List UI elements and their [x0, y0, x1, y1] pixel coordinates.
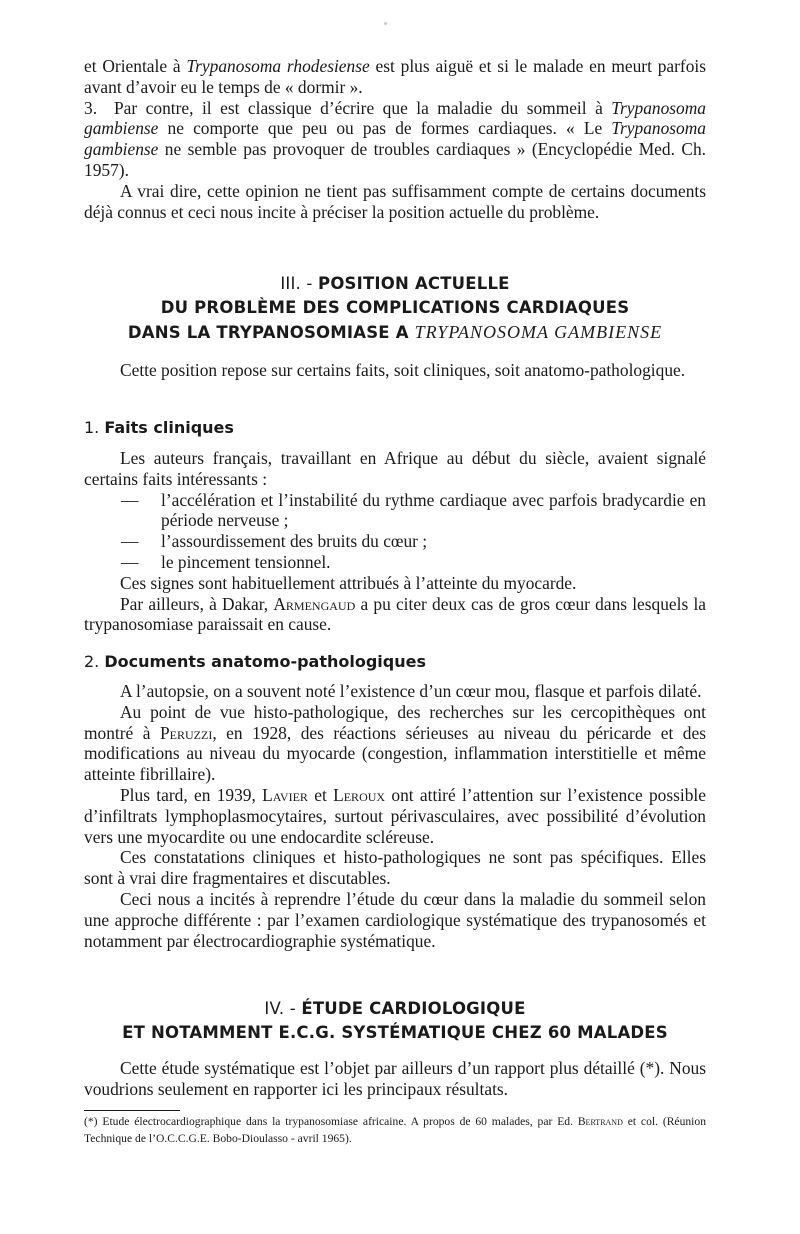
footnote: (*) Etude électrocardiographique dans la trypanosomiase africaine. A propos de 60 malades, par Ed. Bertrand et col. (Réunion Technique de l’O.C.C.G.E. Bobo-Dioulasso - avril 1965). — [84, 1115, 706, 1145]
subsection1-body — [84, 448, 706, 635]
footnote-rule — [84, 1110, 180, 1111]
paragraph-numbered: 3. Par contre, il est classique d’écrire que la maladie du sommeil à Trypanosoma gambiense ne comporte que peu ou pas de formes cardiaques. « Le Trypanosoma gambiense ne semble pas provoquer de troubles cardiaques » (Encyclopédie Med. Ch. 1957). — [84, 97, 706, 180]
paragraph: Au point de vue histo-pathologique, des recherches sur les cercopithèques ont montré à Peruzzi, en 1928, des réactions sérieuses au niveau du péricarde et des modifications au niveau du myocarde (congestion, inflammation interstitielle et même atteinte fibrillaire). — [84, 701, 706, 785]
paragraph: et Orientale à Trypanosoma rhodesiense est plus aiguë et si le malade en meurt parfois avant d’avoir eu le temps de « dormir ». — [84, 56, 707, 97]
list-item: — l’assourdissement des bruits du cœur ; — [121, 531, 428, 552]
subsection-heading-2: 2. Documents anatomo-pathologiques — [84, 652, 427, 671]
paragraph: Ceci nous a incités à reprendre l’étude du cœur dans la maladie du sommeil selon une approche différente : par l’examen cardiologique systématique des trypanosomés et notamment par électrocardiographie systématique. — [84, 888, 706, 951]
list-item: — le pincement tensionnel. — [121, 551, 331, 572]
paragraph: Cette position repose sur certains faits, soit cliniques, soit anatomo-pathologique. — [120, 360, 686, 380]
section-heading-iv: IV. - ÉTUDE CARDIOLOGIQUE ET NOTAMMENT E.C.G. SYSTÉMATIQUE CHEZ 60 MALADES — [122, 999, 668, 1042]
intro-block — [84, 56, 706, 222]
section4-body — [84, 1058, 706, 1100]
paragraph: Plus tard, en 1939, Lavier et Leroux ont attiré l’attention sur l’existence possible d’infiltrats lymphoplasmocytaires, surtout périvasculaires, avec possibilité d’évolution vers une myocardite ou une endocardite scléreuse. — [84, 784, 706, 847]
paragraph: A l’autopsie, on a souvent noté l’existence d’un cœur mou, flasque et parfois dilaté. — [120, 681, 702, 701]
section3-intro — [84, 360, 706, 381]
section-heading-iii: III. - POSITION ACTUELLE DU PROBLÈME DES COMPLICATIONS CARDIAQUES DANS LA TRYPANOSOMIASE A TRYPANOSOMA GAMBIENSE — [127, 274, 663, 342]
paragraph: Ces signes sont habituellement attribués à l’atteinte du myocarde. — [120, 572, 577, 593]
paragraph: Les auteurs français, travaillant en Afrique au début du siècle, avaient signalé certains faits intéressants : — [84, 448, 706, 489]
paragraph: Cette étude systématique est l’objet par ailleurs d’un rapport plus détaillé (*). Nous voudrions seulement en rapporter ici les principaux résultats. — [84, 1058, 706, 1099]
list-item: — l’accélération et l’instabilité du rythme cardiaque avec parfois bradycardie en période nerveuse ; — [121, 489, 706, 531]
paragraph: Par ailleurs, à Dakar, Armengaud a pu citer deux cas de gros cœur dans lesquels la trypanosomiase paraissait en cause. — [84, 593, 706, 635]
page-speck — [384, 22, 387, 25]
subsection-heading-1: 1. Faits cliniques — [84, 418, 234, 437]
paragraph: A vrai dire, cette opinion ne tient pas suffisamment compte de certains documents déjà connus et ceci nous incite à préciser la position actuelle du problème. — [84, 180, 706, 222]
paragraph: Ces constatations cliniques et histo-pathologiques ne sont pas spécifiques. Elles sont à vrai dire fragmentaires et discutables. — [84, 847, 706, 889]
subsection2-body — [84, 681, 706, 951]
